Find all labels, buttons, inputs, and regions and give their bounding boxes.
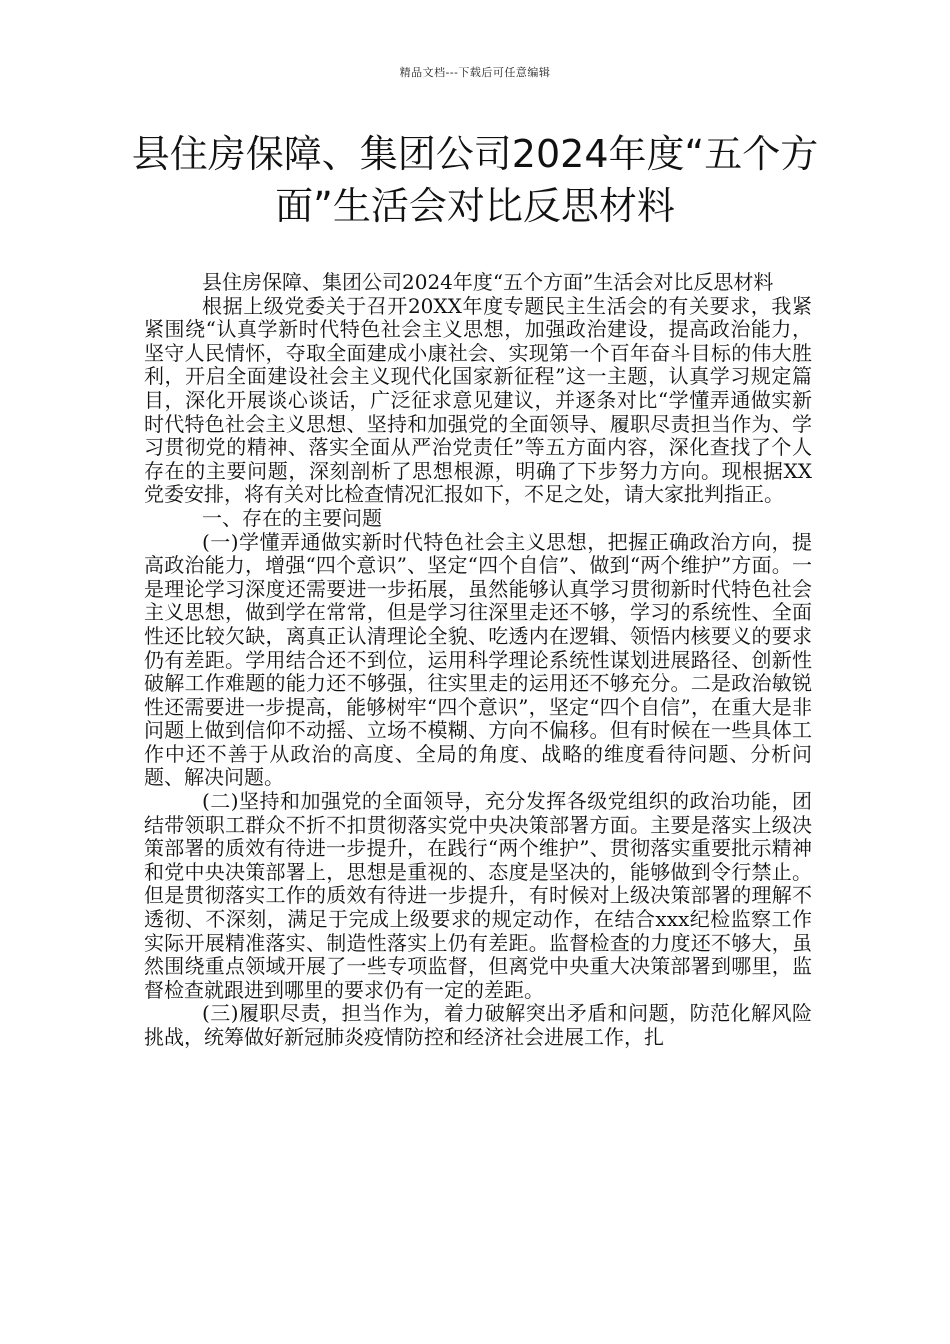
body-paragraph-repeat-title: 县住房保障、集团公司2024年度“五个方面”生活会对比反思材料 bbox=[202, 270, 774, 294]
document-title: 县住房保障、集团公司2024年度“五个方面”生活会对比反思材料 bbox=[131, 132, 819, 228]
body-paragraph-intro: 根据上级党委关于召开20XX年度专题民主生活会的有关要求，我紧紧围绕“认真学新时代特色社会主义思想，加强政治建设，提高政治能力，坚守人民情怀，夺取全面建成小康社会、实现第一个百年奋斗目标的伟大胜利，开启全面建设社会主义现代化国家新征程”这一主题，认真学习规定篇目，深化开展谈心谈话，广泛征求意见建议，并逐条对比“学懂弄通做实新时代特色社会主义思想、坚持和加强党的全面领导、履职尽责担当作为、学习贯彻党的精神、落实全面从严治党责任”等五方面内容，深化查找了个人存在的主要问题，深刻剖析了思想根源，明确了下步努力方向。现根据XX党委安排，将有关对比检查情况汇报如下，不足之处，请大家批判指正。 bbox=[144, 293, 812, 507]
body-paragraph-item-1: (一)学懂弄通做实新时代特色社会主义思想，把握正确政治方向，提高政治能力，增强“四个意识”、坚定“四个自信”、做到“两个维护”方面。一是理论学习深度还需要进一步拓展，虽然能够认真学习贯彻新时代特色社会主义思想，做到学在常常，但是学习往深里走还不够，学习的系统性、全面性还比较欠缺，离真正认清理论全貌、吃透内在逻辑、领悟内核要义的要求仍有差距。学用结合还不到位，运用科学理论系统性谋划进展路径、创新性破解工作难题的能力还不够强，往实里走的运用还不够充分。二是政治敏锐性还需要进一步提高，能够树牢“四个意识”，坚定“四个自信”，在重大是非问题上做到信仰不动摇、立场不模糊、方向不偏移。但有时候在一些具体工作中还不善于从政治的高度、全局的角度、战略的维度看待问题、分析问题、解决问题。 bbox=[144, 529, 812, 790]
body-paragraph-item-3: (三)履职尽责，担当作为，着力破解突出矛盾和问题，防范化解风险挑战，统筹做好新冠肺炎疫情防控和经济社会进展工作，扎 bbox=[144, 1001, 812, 1049]
page-header-note: 精品文档---下载后可任意编辑 bbox=[399, 66, 551, 79]
body-paragraph-item-2: (二)坚持和加强党的全面领导，充分发挥各级党组织的政治功能，团结带领职工群众不折不扣贯彻落实党中央决策部署方面。主要是落实上级决策部署的质效有待进一步提升，在践行“两个维护”、贯彻落实重要批示精神和党中央决策部署上，思想是重视的、态度是坚决的，能够做到令行禁止。但是贯彻落实工作的质效有待进一步提升，有时候对上级决策部署的理解不透彻、不深刻，满足于完成上级要求的规定动作，在结合xxx纪检监察工作实际开展精准落实、制造性落实上仍有差距。监督检查的力度还不够大，虽然围绕重点领域开展了一些专项监督，但离党中央重大决策部署到哪里，监督检查就跟进到哪里的要求仍有一定的差距。 bbox=[144, 789, 812, 1002]
document-body bbox=[144, 271, 812, 1050]
section-heading-problems: 一、存在的主要问题 bbox=[202, 505, 382, 530]
